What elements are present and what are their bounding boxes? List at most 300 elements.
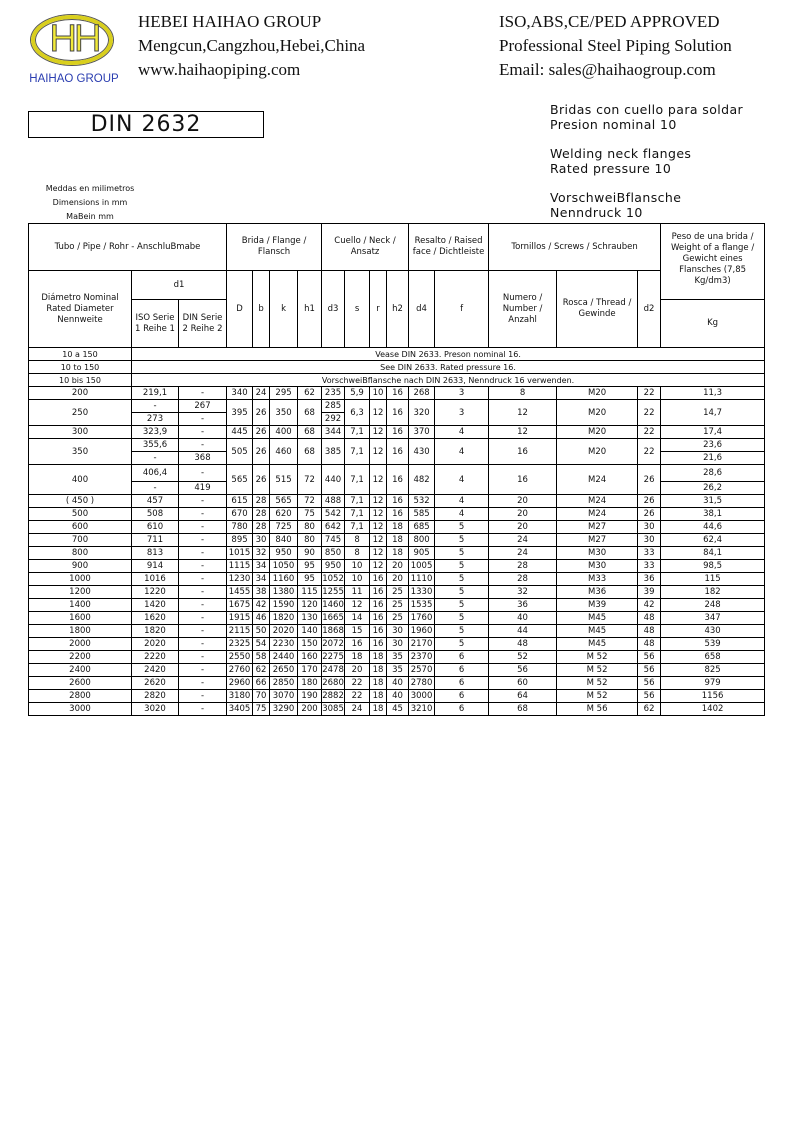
cell-d2: 26 xyxy=(638,508,661,521)
cell-d4: 3210 xyxy=(409,703,435,716)
cell-b: 24 xyxy=(253,387,270,400)
title-en xyxy=(550,146,743,176)
cell-din: - xyxy=(179,638,227,651)
cell-k: 295 xyxy=(270,387,298,400)
cell-d4: 482 xyxy=(409,465,435,495)
cell-b: 62 xyxy=(253,664,270,677)
table-row-250 xyxy=(29,400,765,413)
cell-dn: 200 xyxy=(29,387,132,400)
cell-d2: 22 xyxy=(638,400,661,426)
cell-d2: 42 xyxy=(638,599,661,612)
note-range: 10 bis 150 xyxy=(29,374,132,387)
col-d1: d1 xyxy=(132,271,227,300)
cell-d2: 62 xyxy=(638,703,661,716)
cell-iso: 1620 xyxy=(132,612,179,625)
cell-thread: M20 xyxy=(557,426,638,439)
units-es: Meddas en milimetros xyxy=(45,184,135,193)
cell-dn: 1400 xyxy=(29,599,132,612)
cell-r: 16 xyxy=(370,612,387,625)
cell-dn: 500 xyxy=(29,508,132,521)
company-address: Mengcun,Cangzhou,Hebei,China xyxy=(138,36,366,55)
cell-h2: 35 xyxy=(387,664,409,677)
cell-h1: 190 xyxy=(298,690,322,703)
units-note xyxy=(40,182,140,224)
cell-thread: M 52 xyxy=(557,664,638,677)
col-h2: h2 xyxy=(387,271,409,348)
cell-dn: 300 xyxy=(29,426,132,439)
cell-d2: 33 xyxy=(638,547,661,560)
cell-b: 42 xyxy=(253,599,270,612)
cell-d3: 745 xyxy=(322,534,345,547)
cell-b: 66 xyxy=(253,677,270,690)
cell-d4: 1760 xyxy=(409,612,435,625)
cell-iso: 1016 xyxy=(132,573,179,586)
cell-d2: 26 xyxy=(638,495,661,508)
cell-d3: 488 xyxy=(322,495,345,508)
cell-bolt-number: 20 xyxy=(489,521,557,534)
col-D: D xyxy=(227,271,253,348)
cell-h2: 20 xyxy=(387,573,409,586)
cell-thread: M24 xyxy=(557,465,638,495)
cell-din: - xyxy=(179,426,227,439)
cell-h1: 160 xyxy=(298,651,322,664)
cell-kg: 115 xyxy=(661,573,765,586)
cell-thread: M 52 xyxy=(557,690,638,703)
col-weight-kg: Kg xyxy=(661,300,765,348)
table-row xyxy=(29,677,765,690)
cell-h2: 25 xyxy=(387,586,409,599)
cell-kg: 38,1 xyxy=(661,508,765,521)
cell-h1: 80 xyxy=(298,521,322,534)
cell-D: 565 xyxy=(227,465,253,495)
cell-d3: 642 xyxy=(322,521,345,534)
cell-d4: 370 xyxy=(409,426,435,439)
cell-d2: 48 xyxy=(638,638,661,651)
cell-iso: 508 xyxy=(132,508,179,521)
cell-d4: 585 xyxy=(409,508,435,521)
cell-s: 7,1 xyxy=(345,465,370,495)
cell-s: 15 xyxy=(345,625,370,638)
cell-bolt-number: 68 xyxy=(489,703,557,716)
cell-k: 950 xyxy=(270,547,298,560)
table-row xyxy=(29,387,765,400)
cell-h2: 16 xyxy=(387,400,409,426)
cell-h2: 16 xyxy=(387,508,409,521)
cell-D: 1230 xyxy=(227,573,253,586)
cell-r: 16 xyxy=(370,586,387,599)
logo-mark: HH xyxy=(49,18,99,60)
cell-h1: 90 xyxy=(298,547,322,560)
cell-k: 1820 xyxy=(270,612,298,625)
note-text: Vease DIN 2633. Preson nominal 16. xyxy=(132,348,765,361)
note-text: VorschweiBflansche nach DIN 2633, Nenndruck 16 verwenden. xyxy=(132,374,765,387)
cell-d3: 1868 xyxy=(322,626,344,636)
cell-f: 6 xyxy=(435,651,489,664)
cell-din: - xyxy=(179,387,227,400)
cell-din: - xyxy=(179,599,227,612)
cell-f: 3 xyxy=(435,400,489,426)
cell-bolt-number: 8 xyxy=(489,387,557,400)
cell-D: 2960 xyxy=(227,677,253,690)
cell-thread: M45 xyxy=(557,638,638,651)
cell-h2: 20 xyxy=(387,560,409,573)
cell-iso: 2820 xyxy=(132,690,179,703)
col-thread: Rosca / Thread / Gewinde xyxy=(557,271,638,348)
cell-k: 2230 xyxy=(270,638,298,651)
cell-s: 10 xyxy=(345,560,370,573)
cell-b: 26 xyxy=(253,400,270,426)
cell-k: 1160 xyxy=(270,573,298,586)
cell-s: 6,3 xyxy=(345,400,370,426)
cell-iso: 711 xyxy=(132,534,179,547)
cell-d3: 440 xyxy=(322,465,345,495)
cell-d4: 268 xyxy=(409,387,435,400)
cell-h1: 95 xyxy=(298,573,322,586)
table-row xyxy=(29,560,765,573)
cell-din: - xyxy=(179,560,227,573)
cell-d2: 56 xyxy=(638,690,661,703)
group-raised-face: Resalto / Raised face / Dichtleiste xyxy=(409,224,489,271)
table-row xyxy=(29,508,765,521)
note-range: 10 to 150 xyxy=(29,361,132,374)
company-logo xyxy=(28,12,120,87)
cell-thread: M 56 xyxy=(557,703,638,716)
cell-r: 12 xyxy=(370,534,387,547)
group-flange: Brida / Flange / Flansch xyxy=(227,224,322,271)
col-r: r xyxy=(370,271,387,348)
cell-din: - xyxy=(179,664,227,677)
cell-D: 2325 xyxy=(227,638,253,651)
col-k: k xyxy=(270,271,298,348)
cell-b: 54 xyxy=(253,638,270,651)
cell-k: 725 xyxy=(270,521,298,534)
cell-iso: 2420 xyxy=(132,664,179,677)
cell-thread: M20 xyxy=(557,387,638,400)
cell-thread: M 52 xyxy=(557,677,638,690)
cell-D: 445 xyxy=(227,426,253,439)
cell-bolt-number: 12 xyxy=(489,400,557,426)
cell-dn: 1200 xyxy=(29,586,132,599)
cell-s: 12 xyxy=(345,599,370,612)
cell-d2: 56 xyxy=(638,664,661,677)
cell-f: 5 xyxy=(435,573,489,586)
note-row xyxy=(29,348,765,361)
cell-r: 18 xyxy=(370,690,387,703)
table-row xyxy=(29,651,765,664)
cell-dn: 3000 xyxy=(29,703,132,716)
cell-bolt-number: 32 xyxy=(489,586,557,599)
cell-din: - xyxy=(179,703,227,716)
cell-d4: 1535 xyxy=(409,599,435,612)
cell-d3: 2478 xyxy=(322,665,344,675)
cell-d3: 344 xyxy=(322,426,345,439)
cell-s: 7,1 xyxy=(345,439,370,465)
cell-s: 7,1 xyxy=(345,508,370,521)
cell-b: 50 xyxy=(253,625,270,638)
cell-d3: 950 xyxy=(322,560,345,573)
cell-iso: 3020 xyxy=(132,703,179,716)
cell-k: 460 xyxy=(270,439,298,465)
cell-din: - xyxy=(179,534,227,547)
cell-bolt-number: 12 xyxy=(489,426,557,439)
cell-d4: 3000 xyxy=(409,690,435,703)
cell-d4: 1960 xyxy=(409,625,435,638)
cell-din: - xyxy=(179,586,227,599)
cell-iso: 273 xyxy=(132,413,179,426)
cell-D: 340 xyxy=(227,387,253,400)
cell-h1: 68 xyxy=(298,439,322,465)
cell-h2: 16 xyxy=(387,426,409,439)
cell-thread: M 52 xyxy=(557,651,638,664)
cell-b: 26 xyxy=(253,426,270,439)
cell-d4: 1110 xyxy=(409,573,435,586)
cell-f: 5 xyxy=(435,612,489,625)
cell-kg: 31,5 xyxy=(661,495,765,508)
cell-d4: 2780 xyxy=(409,677,435,690)
cell-dn: 2600 xyxy=(29,677,132,690)
cell-thread: M20 xyxy=(557,439,638,465)
cell-h1: 170 xyxy=(298,664,322,677)
cell-dn: 900 xyxy=(29,560,132,573)
cell-dn: 350 xyxy=(29,439,132,465)
cell-iso: 813 xyxy=(132,547,179,560)
cell-d2: 22 xyxy=(638,426,661,439)
cell-d2: 22 xyxy=(638,387,661,400)
cell-h2: 40 xyxy=(387,677,409,690)
company-name: HEBEI HAIHAO GROUP xyxy=(138,12,322,31)
cell-bolt-number: 28 xyxy=(489,573,557,586)
cell-D: 2760 xyxy=(227,664,253,677)
cell-iso: 2620 xyxy=(132,677,179,690)
cell-iso: 2220 xyxy=(132,651,179,664)
cell-b: 28 xyxy=(253,495,270,508)
cell-bolt-number: 20 xyxy=(489,495,557,508)
cell-b: 30 xyxy=(253,534,270,547)
cell-d2: 48 xyxy=(638,612,661,625)
cell-r: 12 xyxy=(370,508,387,521)
cell-D: 1015 xyxy=(227,547,253,560)
col-h1: h1 xyxy=(298,271,322,348)
cell-bolt-number: 64 xyxy=(489,690,557,703)
col-s: s xyxy=(345,271,370,348)
table-row xyxy=(29,599,765,612)
cell-b: 32 xyxy=(253,547,270,560)
cell-din: - xyxy=(179,547,227,560)
cell-h2: 25 xyxy=(387,612,409,625)
title-es-line1: Bridas con cuello para soldar xyxy=(550,102,744,117)
cell-r: 18 xyxy=(370,703,387,716)
cell-kg: 11,3 xyxy=(661,387,765,400)
cell-f: 4 xyxy=(435,465,489,495)
cell-bolt-number: 48 xyxy=(489,638,557,651)
cell-r: 12 xyxy=(370,465,387,495)
cell-d2: 56 xyxy=(638,677,661,690)
cell-k: 2440 xyxy=(270,651,298,664)
units-en: Dimensions in mm xyxy=(52,198,128,207)
cell-iso: 457 xyxy=(132,495,179,508)
cell-din: - xyxy=(179,573,227,586)
cell-s: 7,1 xyxy=(345,426,370,439)
cell-f: 5 xyxy=(435,599,489,612)
cell-h1: 140 xyxy=(298,625,322,638)
cell-d2: 33 xyxy=(638,560,661,573)
note-row xyxy=(29,374,765,387)
cell-thread: M45 xyxy=(557,625,638,638)
company-credentials xyxy=(499,10,732,82)
cell-f: 4 xyxy=(435,508,489,521)
cell-d2: 48 xyxy=(638,625,661,638)
cell-din: - xyxy=(179,677,227,690)
cell-d2: 56 xyxy=(638,651,661,664)
cell-D: 670 xyxy=(227,508,253,521)
cell-din: - xyxy=(179,651,227,664)
cell-dn: 2400 xyxy=(29,664,132,677)
cell-h2: 16 xyxy=(387,439,409,465)
cell-d2: 26 xyxy=(638,465,661,495)
cell-thread: M36 xyxy=(557,586,638,599)
cell-d3: 1255 xyxy=(322,587,344,597)
cell-dn: 700 xyxy=(29,534,132,547)
cell-d3: 2072 xyxy=(322,639,344,649)
cell-iso: 2020 xyxy=(132,638,179,651)
cell-dn: 250 xyxy=(29,400,132,426)
cell-bolt-number: 36 xyxy=(489,599,557,612)
cell-b: 26 xyxy=(253,465,270,495)
cell-r: 16 xyxy=(370,625,387,638)
cell-kg: 1402 xyxy=(661,703,765,716)
units-de: MaBein mm xyxy=(66,212,114,221)
cell-b: 75 xyxy=(253,703,270,716)
cell-d3: 285 xyxy=(322,400,345,413)
table-row xyxy=(29,625,765,638)
cell-iso: - xyxy=(132,452,179,465)
cell-D: 1675 xyxy=(227,599,253,612)
cell-iso: 406,4 xyxy=(132,465,179,482)
company-email: Email: sales@haihaogroup.com xyxy=(499,60,716,79)
cell-kg: 539 xyxy=(661,638,765,651)
cell-h2: 16 xyxy=(387,495,409,508)
cell-f: 5 xyxy=(435,560,489,573)
cell-h2: 16 xyxy=(387,387,409,400)
cell-D: 3180 xyxy=(227,690,253,703)
company-info xyxy=(138,10,365,82)
cell-b: 34 xyxy=(253,560,270,573)
cell-bolt-number: 16 xyxy=(489,439,557,465)
note-row xyxy=(29,361,765,374)
cell-h2: 25 xyxy=(387,599,409,612)
cell-d2: 36 xyxy=(638,573,661,586)
cell-kg: 28,6 xyxy=(661,465,765,482)
cell-thread: M30 xyxy=(557,560,638,573)
cell-d3: 1460 xyxy=(322,600,344,610)
cell-r: 18 xyxy=(370,677,387,690)
standard-title: DIN 2632 xyxy=(28,111,264,138)
cell-f: 5 xyxy=(435,534,489,547)
table-row xyxy=(29,521,765,534)
cell-f: 5 xyxy=(435,586,489,599)
cell-D: 2550 xyxy=(227,651,253,664)
title-es xyxy=(550,102,743,132)
flange-titles xyxy=(550,102,743,234)
cell-r: 16 xyxy=(370,573,387,586)
cell-f: 5 xyxy=(435,547,489,560)
cell-iso: 219,1 xyxy=(132,387,179,400)
cell-b: 58 xyxy=(253,651,270,664)
group-pipe: Tubo / Pipe / Rohr - AnschluBmabe xyxy=(29,224,227,271)
table-row xyxy=(29,495,765,508)
cell-bolt-number: 44 xyxy=(489,625,557,638)
col-bolt-number: Numero / Number / Anzahl xyxy=(489,271,557,348)
cell-bolt-number: 28 xyxy=(489,560,557,573)
cell-s: 24 xyxy=(345,703,370,716)
note-text: See DIN 2633. Rated pressure 16. xyxy=(132,361,765,374)
title-de-line2: Nenndruck 10 xyxy=(550,205,643,220)
cell-h1: 62 xyxy=(298,387,322,400)
table-row xyxy=(29,703,765,716)
title-de-line1: VorschweiBflansche xyxy=(550,190,682,205)
col-d2: d2 xyxy=(638,271,661,348)
cell-h1: 200 xyxy=(298,703,322,716)
cell-d4: 685 xyxy=(409,521,435,534)
cell-dn: 2000 xyxy=(29,638,132,651)
col-din-series: DIN Serie 2 Reihe 2 xyxy=(179,300,227,348)
cell-f: 6 xyxy=(435,664,489,677)
title-en-line1: Welding neck flanges xyxy=(550,146,692,161)
cell-d4: 1330 xyxy=(409,586,435,599)
cell-d3: 385 xyxy=(322,439,345,465)
cell-k: 620 xyxy=(270,508,298,521)
cell-d4: 800 xyxy=(409,534,435,547)
certifications: ISO,ABS,CE/PED APPROVED xyxy=(499,12,720,31)
cell-d2: 30 xyxy=(638,521,661,534)
cell-din: - xyxy=(179,495,227,508)
col-iso-series: ISO Serie 1 Reihe 1 xyxy=(132,300,179,348)
cell-k: 1380 xyxy=(270,586,298,599)
cell-f: 6 xyxy=(435,690,489,703)
cell-s: 8 xyxy=(345,534,370,547)
cell-r: 16 xyxy=(370,638,387,651)
cell-d2: 22 xyxy=(638,439,661,465)
cell-h2: 30 xyxy=(387,638,409,651)
company-website: www.haihaopiping.com xyxy=(138,60,301,79)
cell-h1: 80 xyxy=(298,534,322,547)
cell-thread: M39 xyxy=(557,599,638,612)
cell-bolt-number: 60 xyxy=(489,677,557,690)
cell-f: 6 xyxy=(435,703,489,716)
cell-dn: 1000 xyxy=(29,573,132,586)
cell-s: 18 xyxy=(345,651,370,664)
cell-h1: 130 xyxy=(298,612,322,625)
cell-bolt-number: 56 xyxy=(489,664,557,677)
cell-k: 400 xyxy=(270,426,298,439)
cell-kg: 825 xyxy=(661,664,765,677)
cell-d4: 2370 xyxy=(409,651,435,664)
cell-din: - xyxy=(179,465,227,482)
cell-thread: M27 xyxy=(557,534,638,547)
cell-D: 1915 xyxy=(227,612,253,625)
cell-h2: 40 xyxy=(387,690,409,703)
dimensions-table xyxy=(28,223,765,716)
group-neck: Cuello / Neck / Ansatz xyxy=(322,224,409,271)
cell-d3: 1052 xyxy=(322,574,344,584)
cell-f: 6 xyxy=(435,677,489,690)
cell-d3: 2680 xyxy=(322,678,344,688)
cell-bolt-number: 24 xyxy=(489,534,557,547)
table-row xyxy=(29,638,765,651)
cell-din: 267 xyxy=(179,400,227,413)
cell-dn: 600 xyxy=(29,521,132,534)
cell-r: 18 xyxy=(370,664,387,677)
